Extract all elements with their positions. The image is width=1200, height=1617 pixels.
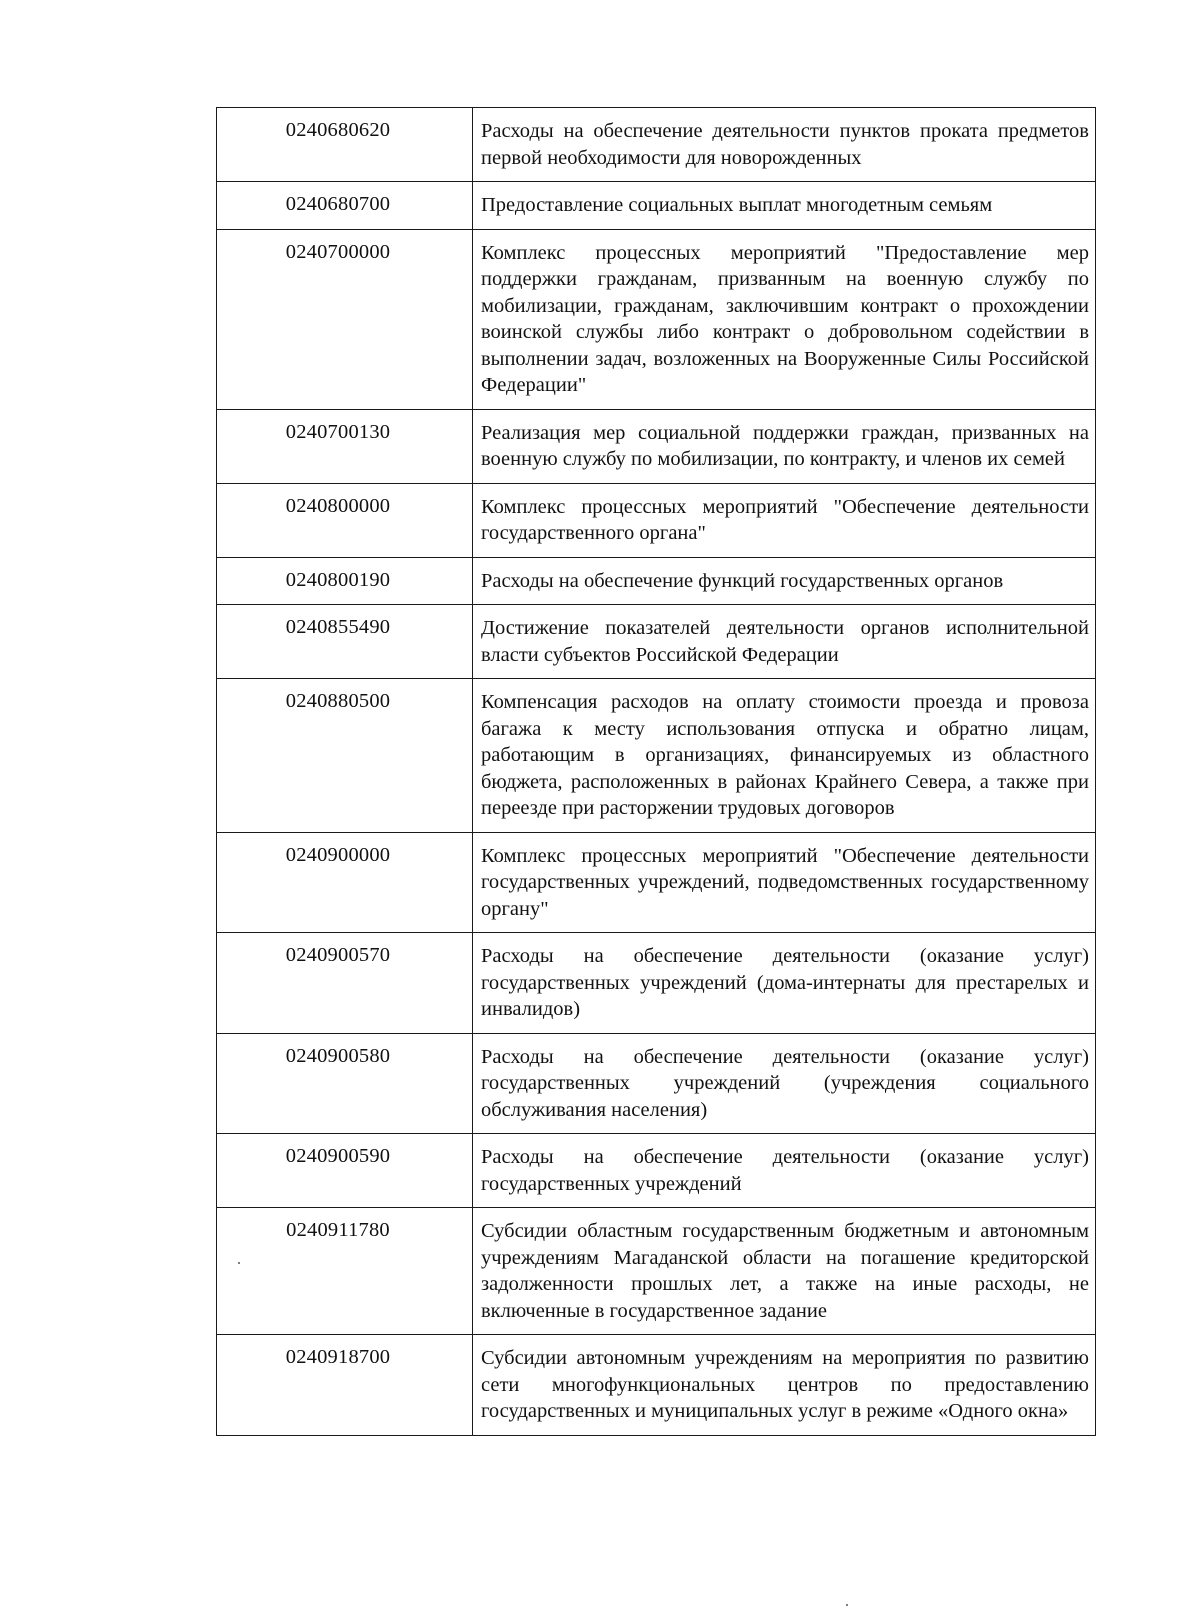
row-description: Субсидии автономным учреждениям на мероприятия по развитию сети многофункциональных центров по предоставлению государственных и муниципальных услуг в режиме «Одного окна» (473, 1335, 1096, 1436)
row-description: Реализация мер социальной поддержки граждан, призванных на военную службу по мобилизации, по контракту, и членов их семей (473, 409, 1096, 483)
row-description: Расходы на обеспечение деятельности пунктов проката предметов первой необходимости для новорожденных (473, 108, 1096, 182)
scan-speck (846, 1604, 848, 1606)
table-row (217, 605, 1096, 679)
budget-code-table (216, 107, 1096, 1436)
table-row (217, 1033, 1096, 1134)
row-code: 0240680620 (217, 108, 473, 182)
row-code: 0240900000 (217, 832, 473, 933)
row-code: 0240680700 (217, 182, 473, 230)
table-row (217, 1134, 1096, 1208)
row-description: Предоставление социальных выплат многодетным семьям (473, 182, 1096, 230)
row-description: Расходы на обеспечение деятельности (оказание услуг) государственных учреждений (473, 1134, 1096, 1208)
row-code: 0240800190 (217, 557, 473, 605)
table-row (217, 832, 1096, 933)
row-code: 0240900580 (217, 1033, 473, 1134)
table-row (217, 409, 1096, 483)
row-description: Комплекс процессных мероприятий "Обеспечение деятельности государственных учреждений, подведомственных государственному органу" (473, 832, 1096, 933)
row-code: 0240900590 (217, 1134, 473, 1208)
table-row (217, 182, 1096, 230)
table-row (217, 679, 1096, 833)
table-row (217, 933, 1096, 1034)
scan-speck (238, 1262, 240, 1264)
row-code: 0240911780 (217, 1208, 473, 1335)
row-code: 0240855490 (217, 605, 473, 679)
table-row (217, 229, 1096, 409)
row-description: Комплекс процессных мероприятий "Обеспечение деятельности государственного органа" (473, 483, 1096, 557)
row-description: Расходы на обеспечение деятельности (оказание услуг) государственных учреждений (учреждения социального обслуживания населения) (473, 1033, 1096, 1134)
row-description: Компенсация расходов на оплату стоимости проезда и провоза багажа к месту использования отпуска и обратно лицам, работающим в организациях, финансируемых из областного бюджета, расположенных в районах Крайнего Севера, а также при переезде при расторжении трудовых договоров (473, 679, 1096, 833)
row-code: 0240800000 (217, 483, 473, 557)
row-code: 0240880500 (217, 679, 473, 833)
table-row (217, 108, 1096, 182)
row-description: Расходы на обеспечение деятельности (оказание услуг) государственных учреждений (дома-интернаты для престарелых и инвалидов) (473, 933, 1096, 1034)
row-code: 0240918700 (217, 1335, 473, 1436)
table-row (217, 557, 1096, 605)
row-code: 0240900570 (217, 933, 473, 1034)
table-row (217, 1335, 1096, 1436)
row-description: Комплекс процессных мероприятий "Предоставление мер поддержки гражданам, призванным на военную службу по мобилизации, гражданам, заключившим контракт о прохождении воинской службы либо контракт о добровольном содействии в выполнении задач, возложенных на Вооруженные Силы Российской Федерации" (473, 229, 1096, 409)
table-row (217, 483, 1096, 557)
row-description: Достижение показателей деятельности органов исполнительной власти субъектов Российской Федерации (473, 605, 1096, 679)
row-description: Субсидии областным государственным бюджетным и автономным учреждениям Магаданской области на погашение кредиторской задолженности прошлых лет, а также на иные расходы, не включенные в государственное задание (473, 1208, 1096, 1335)
row-description: Расходы на обеспечение функций государственных органов (473, 557, 1096, 605)
table-row (217, 1208, 1096, 1335)
row-code: 0240700000 (217, 229, 473, 409)
row-code: 0240700130 (217, 409, 473, 483)
